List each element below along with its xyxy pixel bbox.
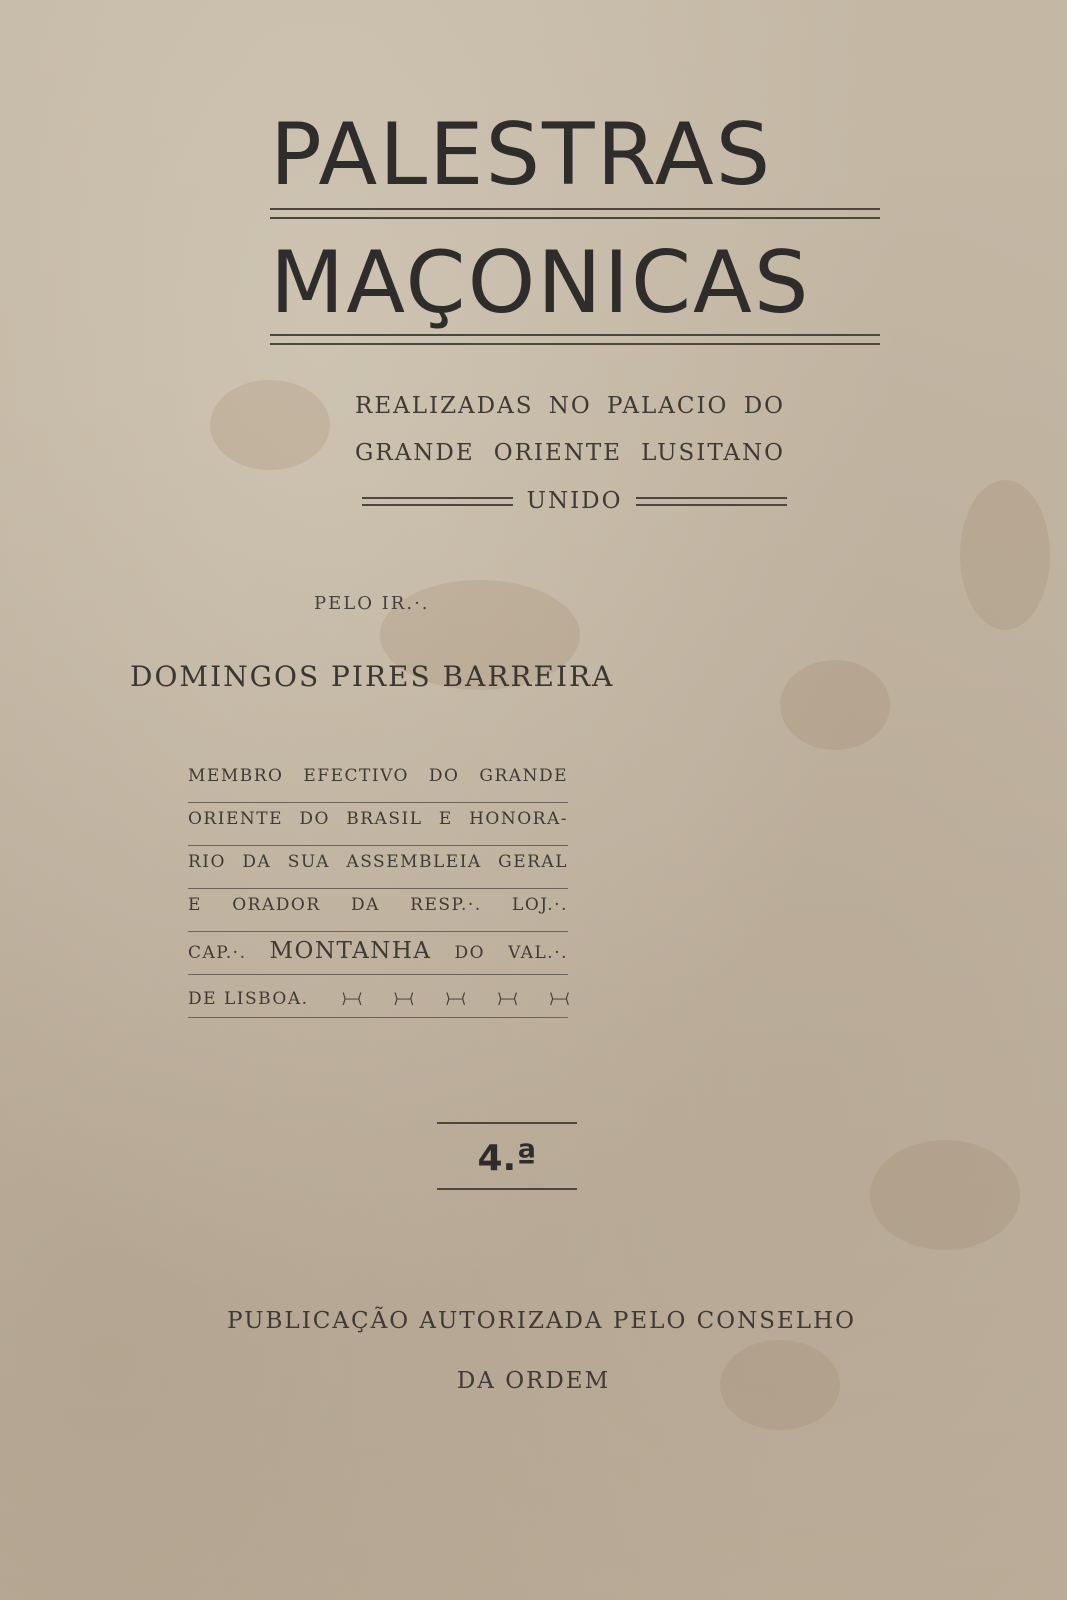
lodge-name: MONTANHA xyxy=(269,938,432,964)
title-line-2: MAÇONICAS xyxy=(270,233,811,333)
lodge-prefix: CAP.·. xyxy=(188,943,247,963)
lodge-suffix: DO VAL.·. xyxy=(454,943,568,963)
credential-line: E ORADOR DA RESP.·. LOJ.·. xyxy=(188,889,568,932)
publication-line-1: PUBLICAÇÃO AUTORIZADA PELO CONSELHO xyxy=(227,1308,856,1334)
credential-line xyxy=(188,932,568,975)
title-line-1: PALESTRAS xyxy=(270,105,773,205)
ornament-icon: ⟩—⟨ xyxy=(445,991,465,1007)
paper-stain xyxy=(210,380,330,470)
by-line: PELO IR.·. xyxy=(314,593,430,614)
ornament-icon: ⟩—⟨ xyxy=(341,991,361,1007)
title-double-rule xyxy=(270,334,880,345)
credential-line xyxy=(188,975,568,1018)
credential-line: ORIENTE DO BRASIL E HONORA- xyxy=(188,803,568,846)
subtitle-line-1: REALIZADAS NO PALACIO DO xyxy=(355,393,785,419)
paper-stain xyxy=(780,660,890,750)
ornament-icon: ⟩—⟨ xyxy=(497,991,517,1007)
publication-line-2: DA ORDEM xyxy=(456,1368,611,1394)
decorative-rule xyxy=(636,497,787,506)
author-credentials xyxy=(188,760,568,1018)
ornament-icon: ⟩—⟨ xyxy=(549,991,568,1007)
decorative-rule xyxy=(362,497,513,506)
title-double-rule xyxy=(270,208,880,219)
subtitle-line-3: UNIDO xyxy=(526,488,623,514)
subtitle-line-2: GRANDE ORIENTE LUSITANO xyxy=(355,440,785,466)
subtitle-line-3-row xyxy=(362,487,787,515)
credential-line: RIO DA SUA ASSEMBLEIA GERAL xyxy=(188,846,568,889)
paper-stain xyxy=(960,480,1050,630)
edition-rule xyxy=(437,1188,577,1190)
ornament-icon: ⟩—⟨ xyxy=(393,991,413,1007)
edition-number: 4.ª xyxy=(477,1138,537,1179)
edition-rule xyxy=(437,1122,577,1124)
credential-city: DE LISBOA. xyxy=(188,989,309,1009)
paper-stain xyxy=(870,1140,1020,1250)
author-name: DOMINGOS PIRES BARREIRA xyxy=(130,660,615,693)
credential-line: MEMBRO EFECTIVO DO GRANDE xyxy=(188,760,568,803)
